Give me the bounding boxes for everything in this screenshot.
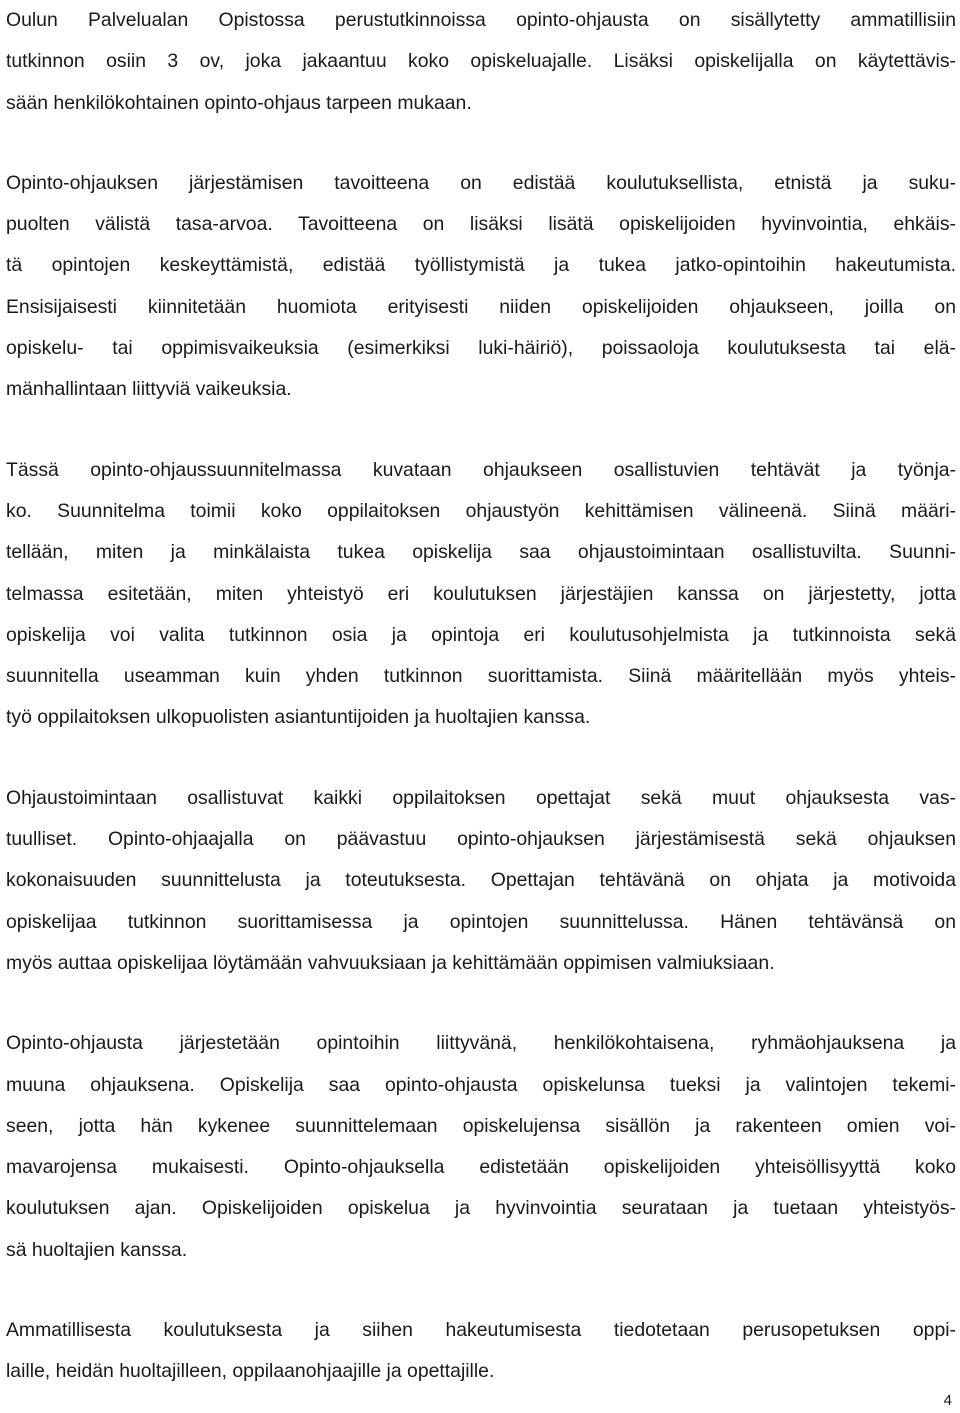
text-line: Opinto-ohjauksen järjestämisen tavoitteena on edistää koulutuksellista, etnistä ja suku- [6, 171, 956, 194]
text-line: Oulun Palvelualan Opistossa perustutkinnoissa opinto-ohjausta on sisällytetty ammatillisiin [6, 9, 956, 31]
text-line: tuulliset. Opinto-ohjaajalla on päävastuu opinto-ohjauksen järjestämisestä sekä ohjauksen [6, 828, 956, 851]
text-line: tutkinnon osiin 3 ov, joka jakaantuu koko opiskeluajalle. Lisäksi opiskelijalla on käytettävis- [6, 50, 956, 73]
text-line: muuna ohjauksena. Opiskelija saa opinto-ohjausta opiskelunsa tueksi ja valintojen tekemi- [6, 1073, 956, 1096]
text-line: Opinto-ohjausta järjestetään opintoihin liittyvänä, henkilökohtaisena, ryhmäohjauksena ja [6, 1032, 956, 1055]
text-line: Ensisijaisesti kiinnitetään huomiota erityisesti niiden opiskelijoiden ohjaukseen, joilla on [6, 295, 956, 318]
text-line: Tässä opinto-ohjaussuunnitelmassa kuvataan ohjaukseen osallistuvien tehtävät ja työnja- [6, 458, 956, 481]
text-line: telmassa esitetään, miten yhteistyö eri koulutuksen järjestäjien kanssa on järjestetty, jotta [6, 582, 956, 605]
text-line: koulutuksen ajan. Opiskelijoiden opiskelua ja hyvinvointia seurataan ja tuetaan yhteistyös- [6, 1197, 956, 1220]
text-line: kokonaisuuden suunnittelusta ja toteutuksesta. Opettajan tehtävänä on ohjata ja motivoida [6, 869, 956, 892]
text-line: mänhallintaan liittyviä vaikeuksia. [6, 378, 292, 401]
paragraph-gap [6, 1271, 956, 1310]
paragraph-4 [6, 778, 956, 984]
text-line: ko. Suunnitelma toimii koko oppilaitoksen ohjaustyön kehittämisen välineenä. Siinä määri- [6, 499, 956, 522]
paragraph-gap [6, 124, 956, 163]
text-line: tellään, miten ja minkälaista tukea opiskelija saa ohjaustoimintaan osallistuvilta. Suunni- [6, 541, 956, 564]
text-line: seen, jotta hän kykenee suunnittelemaan opiskelujensa sisällön ja rakenteen omien voi- [6, 1114, 956, 1137]
paragraph-2 [6, 163, 956, 411]
paragraph-1 [6, 0, 956, 124]
paragraph-gap [6, 739, 956, 778]
text-line: puolten välistä tasa-arvoa. Tavoitteena on lisäksi lisätä opiskelijoiden hyvinvointia, ehkäis- [6, 213, 956, 236]
text-line: Ammatillisesta koulutuksesta ja siihen hakeutumisesta tiedotetaan perusopetuksen oppi- [6, 1319, 956, 1342]
text-line: sään henkilökohtainen opinto-ohjaus tarpeen mukaan. [6, 91, 472, 114]
paragraph-gap [6, 984, 956, 1023]
paragraph-6 [6, 1310, 956, 1393]
text-line: opiskelu- tai oppimisvaikeuksia (esimerkiksi luki-häiriö), poissaoloja koulutuksesta tai elä- [6, 337, 956, 360]
text-line: sä huoltajien kanssa. [6, 1238, 188, 1261]
text-line: mavarojensa mukaisesti. Opinto-ohjauksella edistetään opiskelijoiden yhteisöllisyyttä koko [6, 1156, 956, 1179]
paragraph-3 [6, 450, 956, 739]
text-line: opiskelija voi valita tutkinnon osia ja opintoja eri koulutusohjelmista ja tutkinnoista sekä [6, 623, 956, 646]
text-line: Ohjaustoimintaan osallistuvat kaikki oppilaitoksen opettajat sekä muut ohjauksesta vas- [6, 786, 956, 809]
paragraph-5 [6, 1023, 956, 1271]
text-line: suunnitella useamman kuin yhden tutkinnon suorittamista. Siinä määritellään myös yhteis- [6, 665, 956, 688]
text-line: laille, heidän huoltajilleen, oppilaanohjaajille ja opettajille. [6, 1360, 495, 1383]
page-number: 4 [943, 1392, 952, 1409]
text-line: opiskelijaa tutkinnon suorittamisessa ja opintojen suunnittelussa. Hänen tehtävänsä on [6, 910, 956, 933]
document-page [6, 0, 956, 1393]
text-line: työ oppilaitoksen ulkopuolisten asiantuntijoiden ja huoltajien kanssa. [6, 706, 591, 729]
paragraph-gap [6, 411, 956, 450]
text-line: tä opintojen keskeyttämistä, edistää työllistymistä ja tukea jatko-opintoihin hakeutumista. [6, 254, 956, 277]
text-line: myös auttaa opiskelijaa löytämään vahvuuksiaan ja kehittämään oppimisen valmiuksiaan. [6, 951, 775, 974]
